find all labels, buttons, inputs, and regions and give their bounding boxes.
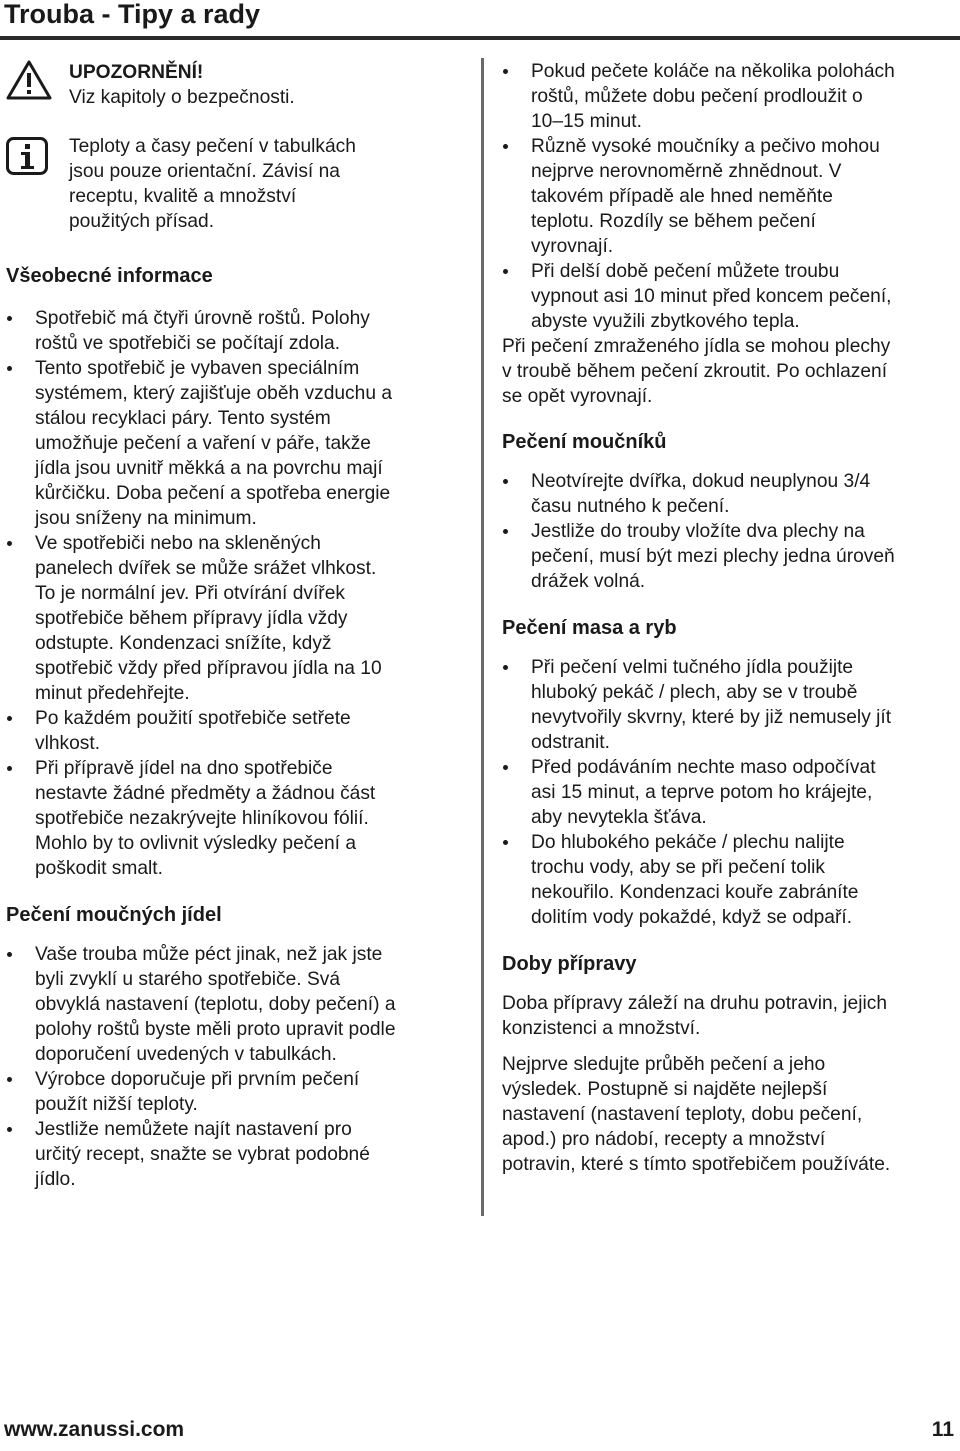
list-item: Různě vysoké moučníky a pečivo mohou nejprve nerovnoměrně zhnědnout. V takovém případě ale hned neměňte teplotu. Rozdíly se během pečení vyrovnají. [502,134,954,259]
warning-text: Viz kapitoly o bezpečnosti. [69,87,295,108]
list-item: Po každém použití spotřebiče setřete vlhkost. [6,706,466,756]
prep-time-heading: Doby přípravy [502,953,637,975]
right-column [502,59,954,1177]
list-item: Při přípravě jídel na dno spotřebiče nestavte žádné předměty a žádnou část spotřebiče nezakrývejte hliníkovou fólií. Mohlo by to ovlivnit výsledky pečení a poškodit smalt. [6,756,466,881]
meat-heading: Pečení masa a ryb [502,617,677,639]
prep-time-paragraph-1: Doba přípravy záleží na druhu potravin, jejich konzistenci a množství. [502,993,888,1039]
meat-list [502,655,954,930]
cakes-heading: Pečení moučníků [502,431,667,453]
list-item: Spotřebič má čtyři úrovně roštů. Polohy roštů ve spotřebiči se počítají zdola. [6,306,466,356]
frozen-paragraph: Při pečení zmraženého jídla se mohou plechy v troubě během pečení zkroutit. Po ochlazení se opět vyrovnají. [502,336,891,407]
page-title: Trouba - Tipy a rady [4,0,261,29]
flour-baking-list [6,942,466,1192]
multi-level-list [502,59,954,334]
list-item: Vaše trouba může péct jinak, než jak jste byli zvyklí u starého spotřebiče. Svá obvyklá nastavení (teplotu, doby pečení) a polohy roštů byste měli proto upravit podle doporučení uvedených v tabulkách. [6,942,466,1067]
warning-icon [6,60,52,100]
warning-notice [6,60,466,110]
info-icon [6,137,48,175]
list-item: Do hlubokého pekáče / plechu nalijte trochu vody, aby se při pečení tolik nekouřilo. Kondenzaci kouře zabráníte dolitím vody pokaždé, když se odpaří. [502,830,954,930]
list-item: Výrobce doporučuje při prvním pečení použít nižší teploty. [6,1067,466,1117]
list-item: Jestliže nemůžete najít nastavení pro určitý recept, snažte se vybrat podobné jídlo. [6,1117,466,1192]
prep-time-paragraph-2: Nejprve sledujte průběh pečení a jeho výsledek. Postupně si najděte nejlepší nastavení (nastavení teploty, dobu pečení, apod.) pro nádobí, recepty a množství potravin, které s tímto spotřebičem používáte. [502,1054,891,1175]
info-notice [6,134,466,234]
footer-url[interactable]: www.zanussi.com [4,1418,185,1441]
general-list [6,306,466,881]
left-column [6,60,466,1192]
list-item: Při delší době pečení můžete troubu vypnout asi 10 minut před koncem pečení, abyste využili zbytkového tepla. [502,259,954,334]
list-item: Tento spotřebič je vybaven speciálním systémem, který zajišťuje oběh vzduchu a stálou recyklaci páry. Tento systém umožňuje pečení a vaření v páře, takže jídla jsou uvnitř měkká a na povrchu mají kůrčičku. Doba pečení a spotřeba energie jsou sníženy na minimum. [6,356,466,531]
general-heading: Všeobecné informace [6,265,213,287]
flour-baking-heading: Pečení moučných jídel [6,904,222,926]
cakes-list [502,469,954,594]
info-text: Teploty a časy pečení v tabulkách jsou pouze orientační. Závisí na receptu, kvalitě a množství použitých přísad. [69,136,356,232]
list-item: Ve spotřebiči nebo na skleněných panelech dvířek se může srážet vlhkost. To je normální jev. Při otvírání dvířek spotřebiče během přípravy jídla vždy odstupte. Kondenzaci snížíte, když spotřebič vždy před přípravou jídla na 10 minut předehřejte. [6,531,466,706]
list-item: Neotvírejte dvířka, dokud neuplynou 3/4 času nutného k pečení. [502,469,954,519]
list-item: Pokud pečete koláče na několika polohách roštů, můžete dobu pečení prodloužit o 10–15 minut. [502,59,954,134]
title-rule [0,36,960,40]
page-number: 11 [931,1418,954,1441]
list-item: Jestliže do trouby vložíte dva plechy na pečení, musí být mezi plechy jedna úroveň drážek volná. [502,519,954,594]
warning-heading: UPOZORNĚNÍ! [69,62,204,83]
list-item: Při pečení velmi tučného jídla použijte hluboký pekáč / plech, aby se v troubě nevytvořily skvrny, které by již nemusely jít odstranit. [502,655,954,755]
column-divider [481,58,484,1216]
list-item: Před podáváním nechte maso odpočívat asi 15 minut, a teprve potom ho krájejte, aby nevytekla šťáva. [502,755,954,830]
